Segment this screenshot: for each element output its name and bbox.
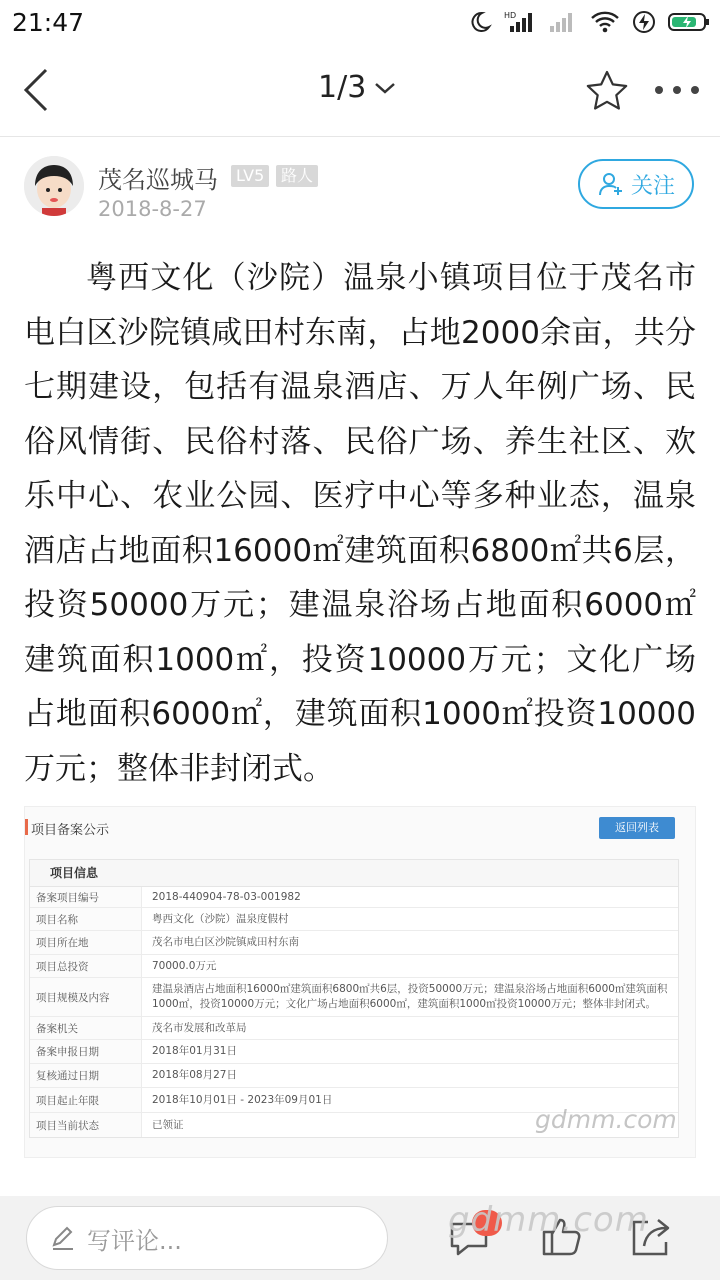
favorite-button[interactable] [584,68,630,114]
table-row-label: 项目总投资 [30,955,142,977]
author-name[interactable]: 茂名巡城马 [98,166,218,194]
table-row [30,908,678,931]
table-row [30,931,678,955]
level-badge: LV5 [231,165,269,187]
more-icon [652,80,702,100]
moon-icon [468,10,492,34]
chevron-down-icon [374,81,396,95]
table-row-value: 茂名市发展和改革局 [152,1021,247,1034]
back-icon [14,64,64,116]
table-row-value: 茂名市电白区沙院镇咸田村东南 [152,936,299,948]
table-row-value: 70000.0万元 [152,959,217,972]
star-icon [584,68,630,114]
embedded-image[interactable] [24,806,696,1158]
more-button[interactable] [652,80,702,100]
follow-button[interactable] [578,159,694,209]
charging-icon [632,10,656,34]
table-row-value: 建温泉酒店占地面积16000㎡建筑面积6800㎡共6层，投资50000万元；建温泉浴场占地面积6000㎡建筑面积1000㎡，投资10000万元；文化广场占地面积6000㎡，建筑面积1000㎡投资10000万元；整体非封闭式。 [152,983,668,1010]
embed-header: 项目备案公示 [31,819,109,838]
article-body: 粤西文化（沙院）温泉小镇项目位于茂名市电白区沙院镇咸田村东南，占地2000余亩，共分七期建设，包括有温泉酒店、万人年例广场、民俗风情街、民俗村落、民俗广场、养生社区、欢乐中心、农业公园、医疗中心等多种业态，温泉酒店占地面积16000㎡建筑面积6800㎡共6层，投资50000万元；建温泉浴场占地面积6000㎡建筑面积1000㎡，投资10000万元；文化广场占地面积6000㎡，建筑面积1000㎡投资10000万元；整体非封闭式。 [24,260,696,787]
table-row-value: 粤西文化（沙院）温泉度假村 [152,912,289,925]
user-plus-icon [597,170,625,198]
table-row [30,1040,678,1064]
signal-weak-icon [548,10,578,34]
pencil-icon [49,1224,77,1252]
table-row-value: 2018年01月31日 [152,1045,237,1057]
table-row-label: 项目规模及内容 [30,978,142,1016]
status-icons [468,6,710,38]
follow-label: 关注 [630,173,675,199]
nav-bar [0,44,720,137]
table-row [30,1017,678,1040]
table-row-value: 已领证 [152,1118,184,1131]
table-row [30,887,678,908]
table-row-label: 项目名称 [30,908,142,930]
signal-icon [504,10,536,34]
role-badge: 路人 [276,165,318,187]
embed-table [29,859,679,1138]
back-button[interactable] [14,64,64,116]
table-row-value: 2018年08月27日 [152,1069,237,1081]
table-row-label: 备案申报日期 [30,1040,142,1063]
table-row-label: 项目所在地 [30,931,142,954]
comment-input[interactable] [26,1206,388,1270]
table-row-value: 2018-440904-78-03-001982 [152,890,301,903]
embed-table-title: 项目信息 [30,860,678,887]
table-row-label: 备案机关 [30,1017,142,1039]
status-time: 21:47 [12,8,85,37]
post-date: 2018-8-27 [98,197,207,221]
table-row-label: 项目当前状态 [30,1113,142,1137]
table-row [30,978,678,1017]
embed-return-button: 返回列表 [599,817,675,839]
table-row [30,955,678,978]
page-indicator-label: 1/3 [318,70,367,105]
battery-icon [668,10,710,34]
avatar[interactable] [24,156,84,216]
table-row-label: 备案项目编号 [30,887,142,907]
page-indicator[interactable] [318,70,396,105]
table-row-label: 项目起止年限 [30,1088,142,1112]
comment-placeholder: 写评论... [87,1226,182,1255]
wifi-icon [590,10,620,34]
table-row [30,1064,678,1088]
bottom-watermark: gdmm.com [448,1200,649,1240]
table-row-label: 复核通过日期 [30,1064,142,1087]
svg-text:HD: HD [504,11,517,20]
status-bar [0,0,720,44]
embed-watermark: gdmm.com [535,1105,677,1134]
table-row-value: 2018年10月01日 - 2023年09月01日 [152,1093,333,1106]
